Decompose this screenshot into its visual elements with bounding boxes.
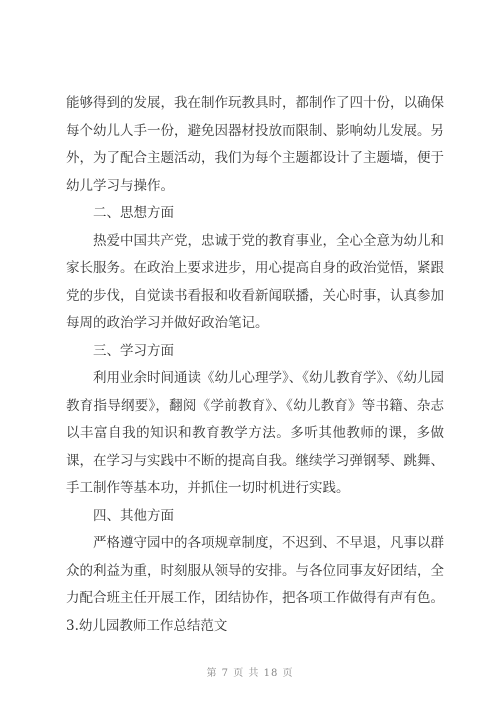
section-heading-study: 三、学习方面 — [93, 342, 174, 359]
paragraph-study: 利用业余时间通读《幼儿心理学》、《幼儿教育学》、《幼儿园教育指导纲要》，翻阅《学前教育》、《幼儿教育》等书籍、杂志以丰富自我的知识和教育教学方法。多听其他教师的课，多做课，在学习与实践中不断的提高自我。继续学习弹钢琴、跳舞、手工制作等基本功，并抓住一切时机进行实践。 — [66, 370, 444, 496]
next-article-title: 3.幼儿园教师工作总结范文 — [66, 617, 228, 634]
paragraph-ideology: 热爱中国共产党，忠诚于党的教育事业，全心全意为幼儿和家长服务。在政治上要求进步，用心提高自身的政治觉悟，紧跟党的步伐，自觉读书看报和收看新闻联播，关心时事，认真参加每周的政治学习并做好政治笔记。 — [66, 232, 444, 331]
paragraph-continuation: 能够得到的发展，我在制作玩教具时，都制作了四十份，以确保每个幼儿人手一份，避免因器材投放而限制、影响幼儿发展。另外，为了配合主题活动，我们为每个主题都设计了主题墙，便于幼儿学习与操作。 — [66, 95, 444, 194]
document-body — [66, 90, 444, 640]
section-heading-other: 四、其他方面 — [93, 507, 174, 524]
section-heading-ideology: 二、思想方面 — [93, 205, 174, 221]
page-number-footer: 第 7 页 共 18 页 — [206, 668, 294, 679]
paragraph-other: 严格遵守园中的各项规章制度，不迟到、不早退，凡事以群众的利益为重，时刻服从领导的安排。与各位同事友好团结，全力配合班主任开展工作，团结协作，把各项工作做得有声有色。 — [66, 535, 444, 606]
